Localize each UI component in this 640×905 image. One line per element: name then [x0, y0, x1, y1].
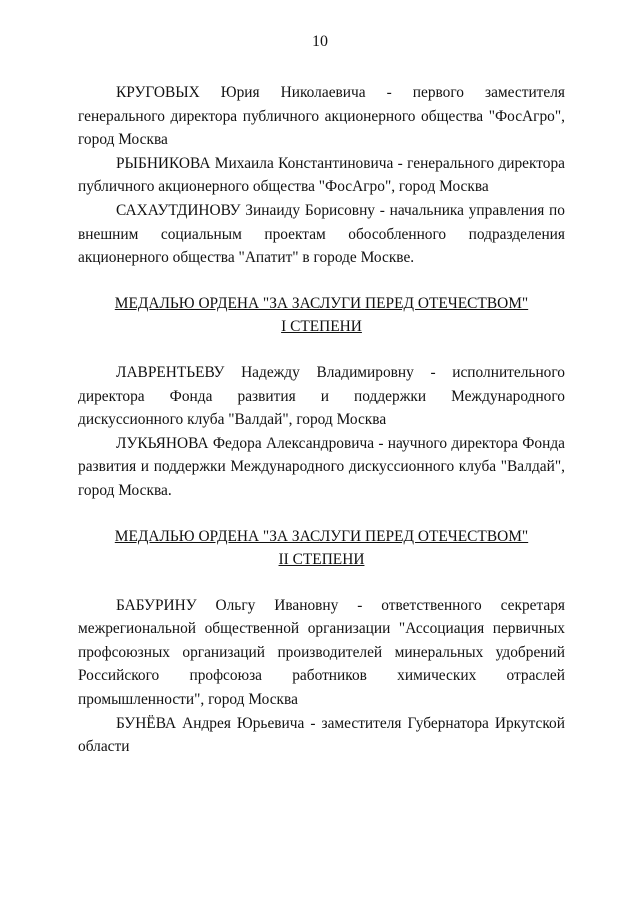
section-heading-medal-2-line2: II СТЕПЕНИ	[278, 551, 365, 569]
section-heading-medal-1-line2: I СТЕПЕНИ	[281, 318, 362, 336]
award-entry-sakhautdinova: САХАУТДИНОВУ Зинаиду Борисовну - начальника управления по внешним социальным проектам обособленного подразделения акционерного общества "Апатит" в городе Москве.	[78, 201, 565, 267]
section-heading-medal-1-line1: МЕДАЛЬЮ ОРДЕНА "ЗА ЗАСЛУГИ ПЕРЕД ОТЕЧЕСТВОМ"	[114, 294, 529, 312]
award-entry-rybnikov: РЫБНИКОВА Михаила Константиновича - генерального директора публичного акционерного общества "ФосАгро", город Москва	[78, 154, 565, 196]
award-entry-lavrentieva: ЛАВРЕНТЬЕВУ Надежду Владимировну - исполнительного директора Фонда развития и поддержки Международного дискуссионного клуба "Валдай", город Москва	[78, 363, 565, 429]
award-entry-bunev: БУНЁВА Андрея Юрьевича - заместителя Губернатора Иркутской области	[78, 714, 565, 756]
section-heading-medal-1	[78, 292, 565, 339]
award-entry-kruglovykh: КРУГОВЫХ Юрия Николаевича - первого заместителя генерального директора публичного акционерного общества "ФосАгро", город Москва	[78, 84, 565, 149]
section-heading-medal-2	[78, 525, 565, 572]
award-entry-lukyanov: ЛУКЬЯНОВА Федора Александровича - научного директора Фонда развития и поддержки Международного дискуссионного клуба "Валдай", город Москва.	[78, 434, 565, 499]
page-number: 10	[312, 33, 328, 50]
award-entry-baburina: БАБУРИНУ Ольгу Ивановну - ответственного секретаря межрегиональной общественной организации "Ассоциация первичных профсоюзных организаций производителей минеральных удобрений Российского профсоюза работников химических отраслей промышленности", город Москва	[78, 596, 565, 709]
document-body	[78, 81, 565, 759]
section-heading-medal-2-line1: МЕДАЛЬЮ ОРДЕНА "ЗА ЗАСЛУГИ ПЕРЕД ОТЕЧЕСТВОМ"	[114, 527, 529, 545]
